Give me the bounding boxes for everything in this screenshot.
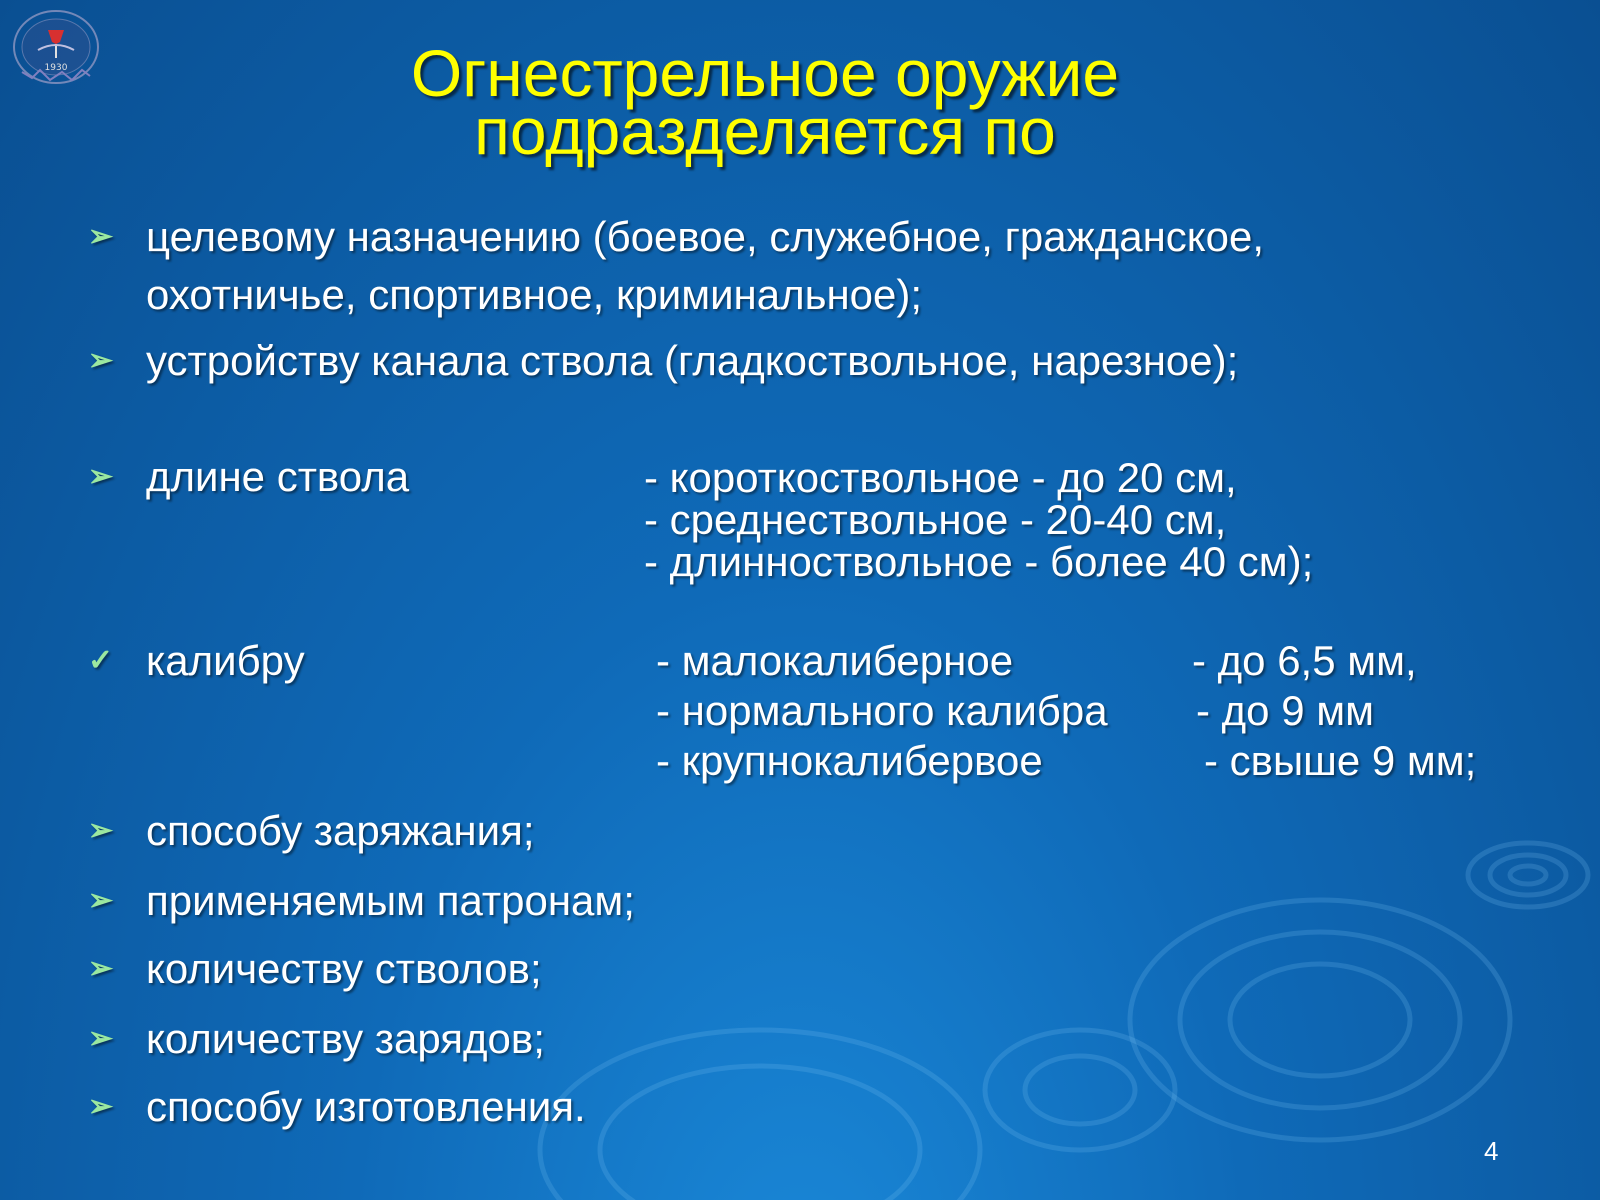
arrow-bullet-icon: ➢ <box>88 220 114 253</box>
list-item-text: способу изготовления. <box>146 1083 586 1130</box>
arrow-bullet-icon: ➢ <box>88 344 114 377</box>
slide-title <box>0 36 1530 168</box>
arrow-bullet-icon: ➢ <box>88 460 114 493</box>
page-number: 4 <box>1484 1136 1499 1166</box>
arrow-bullet-icon: ➢ <box>88 1090 114 1123</box>
caliber-value: - до 6,5 мм, <box>1192 637 1417 684</box>
barrel-length-option: - длинноствольное - более 40 см); <box>644 538 1314 585</box>
title-line-1: Огнестрельное оружие <box>410 36 1120 110</box>
caliber-name: - малокалиберное <box>656 637 1014 684</box>
check-bullet-icon: ✓ <box>88 644 114 677</box>
caliber-value: - свыше 9 мм; <box>1204 737 1477 784</box>
list-item-text: применяемым патронам; <box>146 877 635 924</box>
list-item-text: устройству канала ствола (гладкоствольное, нарезное); <box>146 337 1239 384</box>
list-item-text: охотничье, спортивное, криминальное); <box>146 271 923 318</box>
barrel-length-option: - короткоствольное - до 20 см, <box>644 454 1237 501</box>
list-item-text: количеству стволов; <box>146 945 542 992</box>
svg-text:1930: 1930 <box>44 63 68 73</box>
list-item-text: количеству зарядов; <box>146 1015 545 1062</box>
list-item-text: калибру <box>146 637 305 684</box>
arrow-bullet-icon: ➢ <box>88 1022 114 1055</box>
title-line-2: подразделяется по <box>474 94 1056 168</box>
arrow-bullet-icon: ➢ <box>88 952 114 985</box>
arrow-bullet-icon: ➢ <box>88 884 114 917</box>
barrel-length-option: - среднествольное - 20-40 см, <box>644 496 1227 543</box>
caliber-name: - крупнокалибервое <box>656 737 1043 784</box>
caliber-value: - до 9 мм <box>1196 687 1374 734</box>
list-item-text: способу заряжания; <box>146 807 535 854</box>
arrow-bullet-icon: ➢ <box>88 814 114 847</box>
list-item-text: длине ствола <box>146 453 410 500</box>
caliber-name: - нормального калибра <box>656 687 1108 734</box>
list-item-text: целевому назначению (боевое, служебное, гражданское, <box>146 213 1265 260</box>
